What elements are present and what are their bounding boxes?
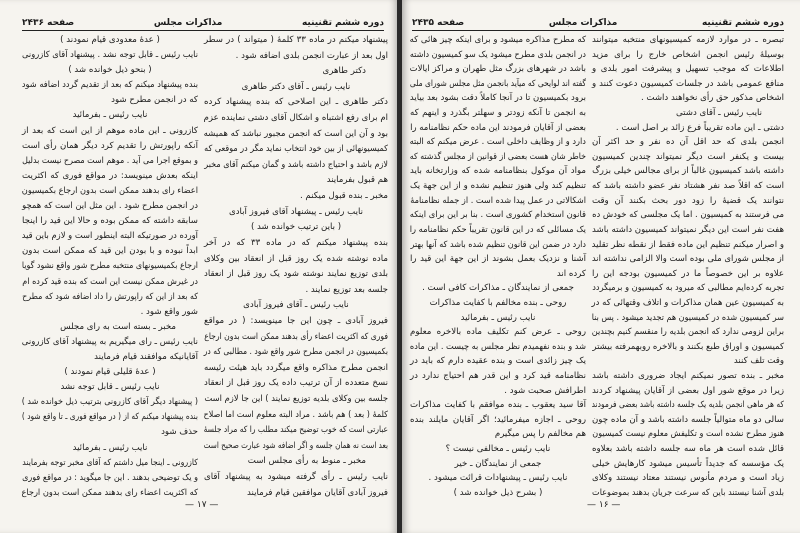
text-column-left: [22, 34, 198, 499]
text-line: بوسیلهٔ رئیس انجمن اشخاص خارج را برای مزید: [592, 49, 784, 60]
text-line: کازرونی ـ اینجا میل داشتم که آقای مخبر توجه بفرمایند: [22, 457, 198, 468]
text-line: دشتی ـ این ماده تقریباً فرع زائد بر اصل است .: [615, 122, 784, 133]
text-line: ابداً نبوده و با بودن این قید که ممکن است بدون: [22, 246, 198, 257]
text-line: بلدی آشنا نیستند باین که سرعت جریان بدهند بموضوعات: [592, 487, 784, 498]
text-line: می فرستند به کمیسیون . اما یک مجلسی که خودش ده: [592, 210, 784, 221]
text-line: لازم باشد و احتیاج داشته باشد و گمان میکنم آقای مخبر: [204, 159, 388, 170]
text-line: تبصره ـ در موارد لازمه کمیسیونهای منتخبه میتوانند: [592, 35, 784, 45]
text-line: قائل شده است هر ماه سه جلسه داشته باشد بعلاوه: [592, 444, 784, 455]
text-line: بیست و یکنفر است دیگر نمیتواند چندین کمیسیون: [592, 151, 784, 162]
text-line: نسخ متعدده از آن ترتیب داده یک روز قبل از انعقاد: [204, 378, 388, 389]
text-line: دارد و از وظایف داخلی است . عرض میکنم که البته: [409, 137, 586, 148]
page-footer-number: — ۱۶ —: [587, 500, 621, 510]
text-line: کرده اند: [556, 268, 586, 279]
text-line: هفت نفر است این دیگر نمیتواند کمیسیون داشته باشد: [592, 224, 784, 235]
text-line: که مطرح مذاکره میشود و برای اینکه چیز هائی که: [409, 35, 586, 45]
centered-line: نایب رئیس ـ مخالفی نیست ؟: [445, 444, 551, 455]
centered-line: ( بنحو ذیل خوانده شد ): [68, 65, 152, 76]
text-line: کازرونی ـ این ماده موهم از این است که بعد از: [22, 125, 198, 136]
centered-line: نایب رئیس ـ بفرمائید: [460, 312, 536, 323]
text-line: شد و بنده نفهمیدم نظر مجلس به چیست . این ماده: [409, 341, 586, 352]
text-line: مخبر ـ بسته است به رای مجلس: [60, 321, 176, 332]
publication-title: مذاکرات مجلس: [548, 18, 618, 28]
text-line: کلمهٔ ( بعد ) هم باشد . مراد البته معلوم است اما اصلاح: [203, 409, 388, 420]
text-line: قانون استخدام کشوری است . بنا بر این برای اینکه: [409, 210, 586, 221]
text-line: فیروز آبادی ـ چون این جا مینویسد: ( در مواقع: [204, 315, 388, 326]
text-line: بعد است نه همان جلسه و اگر اضافه شود عبارت صحیح است: [203, 440, 388, 451]
session-label: دوره ششم تقنینیه: [301, 18, 384, 28]
text-column-right: [592, 34, 784, 499]
centered-line: جمعی از نمایندگان ـ خیر: [454, 458, 542, 469]
centered-line: نایب رئیس ـ قابل توجه نشد . پیشنهاد آقای کازرونی: [22, 50, 198, 61]
page-number: صفحه ۲۴۳۶: [22, 18, 75, 28]
centered-line: جمعی از نمایندگان ـ مذاکرات کافی است .: [422, 283, 574, 294]
text-line: مخبر ـ بنده قبول میکنم .: [299, 191, 388, 202]
text-line: حذف شود: [161, 427, 198, 438]
text-column-left: [410, 34, 586, 499]
text-line: اعضاء رای بدهند ممکن است بدون ارجاع بکمیسیون: [21, 185, 198, 196]
text-line: روحی ـ اجازه میفرمائید؛ اگر آقایان مایلند بنده: [410, 414, 586, 425]
text-line: بلدی توزیع نمایند نوشته شود یک روز قبل از انعقاد: [204, 269, 388, 280]
text-line: نایب رئیس ـ رای میگیریم به پیشنهاد آقای کازرونی: [21, 336, 198, 347]
text-line: و بموقع اجرا می آید . موهم است مصرح نیست بدلیل: [22, 155, 198, 166]
text-line: یک مؤسسه که جدیداً تأسیس میشود کارهایش خیلی: [592, 458, 784, 469]
text-line: ارجاع بکمیسیونهای منتخبه مطرح شور واقع نشود گویا: [21, 261, 198, 272]
text-line: آنکه راپورتش را تقدیم کرد دیگر همان رأی است: [22, 140, 198, 151]
text-line: که بعد از این که راپورتش را داد اضافه شود که مطرح: [22, 291, 199, 302]
text-line: فوری که اکثریت اعضاء رأی بدهند ممکن است بدون ارجاع: [204, 331, 388, 342]
text-line: آقا سید یعقوب ـ بنده موافقم با کفایت مذاکرات: [410, 400, 586, 411]
page-header: [412, 10, 784, 31]
text-line: نایب رئیس ـ آقای دشتی: [675, 108, 762, 119]
text-line: شور واقع شود .: [140, 306, 198, 317]
centered-line: ( عدهٔ قلیلی قیام نمودند ): [64, 367, 156, 378]
centered-line: ( باین ترتیب خوانده شد ): [250, 222, 342, 233]
text-line: اطرافش صحبت شود .: [504, 385, 586, 396]
centered-line: نایب رئیس ـ پیشنهاد آقای فیروز آبادی: [228, 206, 364, 217]
text-line: ماده نوشته شده یک روز قبل از انعقاد بین وکلای: [204, 253, 388, 264]
text-line: یک چیز زائدی است و بنده عقیده دارم که باید در: [410, 356, 586, 367]
text-line: اشکالاتی در عمل پیدا شده است . از جمله نظامنامهٔ: [410, 195, 586, 206]
text-line: علاوه بر این خصوصاً ما در کمیسیون بودجه این را: [592, 268, 784, 279]
text-line: دکتر طاهری: [322, 66, 366, 77]
text-line: در انجمن بلدی مطرح میشود یک سو کمیسیون داشته: [409, 49, 586, 60]
text-line: کمیسیونهائی از بین خود انتخاب نماید مگر در موقعی که: [204, 144, 388, 155]
text-line: عبارتی است که خوب توضیح میکند مطلب را که مراد جلسهٔ: [203, 425, 388, 436]
text-line: نایب رئیس ـ رأی گرفته میشود به پیشنهاد آقای: [204, 472, 388, 483]
publication-title: مذاکرات مجلس: [153, 18, 223, 28]
text-line: و اصرار میکنم تنظیم این ماده فقط از نقطه نظر تقلید: [591, 239, 784, 250]
text-line: سابقه داشته که ممکن بوده و حالا این قید را اینجا: [22, 216, 198, 227]
text-line: جلسه بعد توزیع نمایند .: [305, 284, 388, 295]
text-line: سر کمیسیون شده در کمیسیون هم تجدید میشود . پس بنا: [591, 312, 784, 323]
text-line: از مجلس شورای ملی بوده است والا الزامی نداشته اند: [591, 254, 784, 265]
session-label: دوره ششم تقنینیه: [701, 18, 784, 28]
text-line: اینکه بعدش مینویسد: در مواقع فوری که اکثریت: [22, 170, 198, 181]
text-line: بکمیسیون در انجمن مطرح شور واقع شود . مطالبی که در: [203, 347, 388, 358]
page-left: [0, 0, 398, 533]
page-number: صفحه ۲۴۳۵: [412, 18, 465, 28]
text-line: پیشنهاد میکنم در ماده ۳۳ کلمهٔ ( میتواند ) در سطر: [204, 35, 388, 45]
text-line: سالی دو ماه متوالیاً جلسه داشته باشد و آن ماده چون: [592, 414, 784, 425]
text-line: انجمن مطرح مذاکره واقع میگردد باید هیئت رئیسه: [204, 362, 388, 373]
text-line: که در انجمن مطرح شود: [111, 95, 198, 106]
text-line: خاطر شان هست بعضی از قوانین از مجلس گذشته که: [409, 151, 586, 162]
centered-line: روحی ـ بنده مخالفم با کفایت مذاکرات: [429, 297, 567, 308]
page-right: [402, 0, 800, 533]
text-line: تجربه کرده‌ایم مطالبی که میرود به کمیسیون و برمیگردد: [592, 283, 784, 294]
text-line: کمیسیون و اوراق طبع بکنند و بالاخره روبهمرفته بیشتر: [592, 341, 784, 352]
text-line: بنده پیشنهاد میکنم که از ( در مواقع فوری ـ تا واقع شود ): [21, 412, 198, 423]
text-line: بود و آن این است که انجمن مجبور نباشد که همیشه: [203, 128, 388, 139]
text-line: انجمن بلدی که حد اقل آن ده نفر و حد اکثر آن: [592, 137, 784, 148]
text-line: جلسه بین وکلای بلدیه توزیع نمایند ) این جا لازم است: [204, 394, 388, 405]
text-line: وقت تلف کنند: [733, 356, 784, 367]
text-line: منافع عمومی باشد در جلسات کمیسیون دعوت کنند و: [592, 78, 784, 89]
text-line: آورده در صورتیکه البته اینطور است و لازم باین قید: [21, 231, 199, 242]
text-line: مواد آن موکول بنظامنامه شده که وزارتخانه باید: [410, 166, 586, 177]
text-line: در انجمن مطرح شود . این مثل این است که همچو: [22, 201, 198, 212]
text-line: هم مخالفم را پس میگیرم: [494, 429, 586, 440]
text-line: داشته باشد کمیسیون غالباً از برای مجالس خیلی بزرگ: [592, 166, 784, 177]
text-line: نظامنامه قید کرد و این قدر هم احتیاج ندارد در: [410, 371, 586, 382]
centered-line: نایب رئیس ـ بفرمائید: [72, 110, 148, 121]
text-line: گفته اند لوایحی که میآید بانجمن مثل مجلس شورای ملی: [409, 78, 586, 89]
text-line: که هر ماهی انجمن بلدیه یک جلسه داشته باشد بعضی فرمودند: [591, 400, 784, 411]
text-line: باشد در شهرهای بزرگ مثل طهران و مراکز ایالات: [409, 64, 586, 75]
text-line: بعضی از آقایان فرمودند این ماده حکم نظامنامه را: [410, 122, 586, 133]
text-line: هنوز مطرح نشده است و تکلیفش معلوم نیست کمیسیون: [592, 429, 784, 440]
text-line: تنظیم کند ولی هنوز تنظیم نشده و از این جهة یک: [410, 181, 586, 192]
text-line: آشنا و نزدیک بعمل بشوند از این جهة این قید را: [410, 254, 586, 265]
text-line: مخبر ـ منوط به رأی مجلس است: [247, 456, 366, 467]
text-line: و یک توضیحی بدهند . این جا میگوید : در مواقع فوری: [22, 472, 198, 483]
text-line: یک مسائلی که در این قانون تقریباً حکم نظامنامه را: [409, 224, 586, 235]
text-line: زیرا در موقع شور اول بعضی از آقایان پیشنهاد کردند: [592, 385, 784, 396]
text-line: ام برای رفع اشتباه و اشکال آقای دشتی نماینده عزم: [203, 113, 388, 124]
text-line: آقایانیکه موافقند قیام فرمایند: [94, 351, 198, 362]
text-line: هم قبول بفرمایند: [326, 175, 388, 186]
centered-line: نایب رئیس ـ آقای دکتر طاهری: [241, 81, 351, 92]
text-line: فیروز آبادی آقایان موافقین قیام فرمایند: [246, 487, 388, 498]
text-line: در غیرش ممکن نیست این است که بنده قید کرده ام: [22, 276, 199, 287]
centered-line: ( پیشنهاد دیگر آقای کازرونی بترتیب ذیل خوانده شد ): [21, 397, 198, 408]
centered-line: نایب رئیس ـ قابل توجه نشد: [60, 382, 160, 393]
text-line: اول بعد از عبارت انجمن بلدی اضافه شود .: [235, 50, 388, 61]
centered-line: نایب رئیس ـ پیشنهادات قرائت میشود .: [428, 473, 568, 484]
text-line: اشخاص مذکور حق رأی نخواهند داشت .: [640, 93, 784, 104]
page-header: [22, 10, 384, 31]
text-line: به کمیسیون عین همان مذاکرات و اتلاف وقتهائی که در: [591, 297, 784, 308]
text-line: برود بکمیسیون تا در آنجا کاملاً دقت بشود بعد بیاید: [409, 93, 586, 104]
text-line: دکتر طاهری ـ این اصلاحی که بنده پیشنهاد کرده: [204, 97, 388, 108]
text-line: زیاد است و مردم مأنوس نیستند معتاد نیستند وکلای: [592, 473, 784, 484]
text-line: بنده پیشنهاد میکنم که در ماده ۳۳ که در آخر: [204, 237, 388, 248]
text-line: به انجمن تا آنکه زودتر و سهلتر بگذرد و اینهم که: [410, 108, 586, 119]
text-line: مخبر ـ بنده تصور نمیکنم ایجاد ضروری داشته باشد: [592, 371, 784, 382]
text-line: دارد در ضمن این قانون تنظیم شده باشد که آنها بهتر: [410, 239, 586, 250]
centered-line: نایب رئیس ـ آقای فیروز آبادی: [243, 300, 349, 311]
centered-line: ( عدهٔ معدودی قیام نمودند ): [60, 35, 160, 45]
page-footer-number: — ۱۷ —: [185, 500, 219, 510]
text-line: که اکثریت اعضاء رای بدهند ممکن است بدون ارجاع: [21, 487, 199, 498]
text-line: اطلاعات که موجب تسهیل و پیشرفت امور بلدی و: [592, 64, 784, 75]
text-line: روحی ـ عرض کنم تکلیف ماده بالاخره معلوم: [410, 327, 586, 338]
text-line: بنده پیشنهاد میکنم که بعد از تقدیم گردد اضافه شود: [21, 80, 198, 91]
text-line: نتوانند یک قضیهٔ را زود دور بحث بکنند آن وقت: [592, 195, 784, 206]
centered-line: ( بشرح ذیل خوانده شد ): [453, 487, 543, 498]
text-line: است که اقلاً صد نفر هشتاد نفر عضو داشته باشد که: [592, 181, 784, 192]
centered-line: نایب رئیس ـ بفرمائید: [72, 442, 148, 453]
text-column-right: [204, 34, 388, 499]
text-line: براین لزومی ندارد که انجمن بلدیه را منقسم کنیم بچندین: [591, 327, 784, 338]
